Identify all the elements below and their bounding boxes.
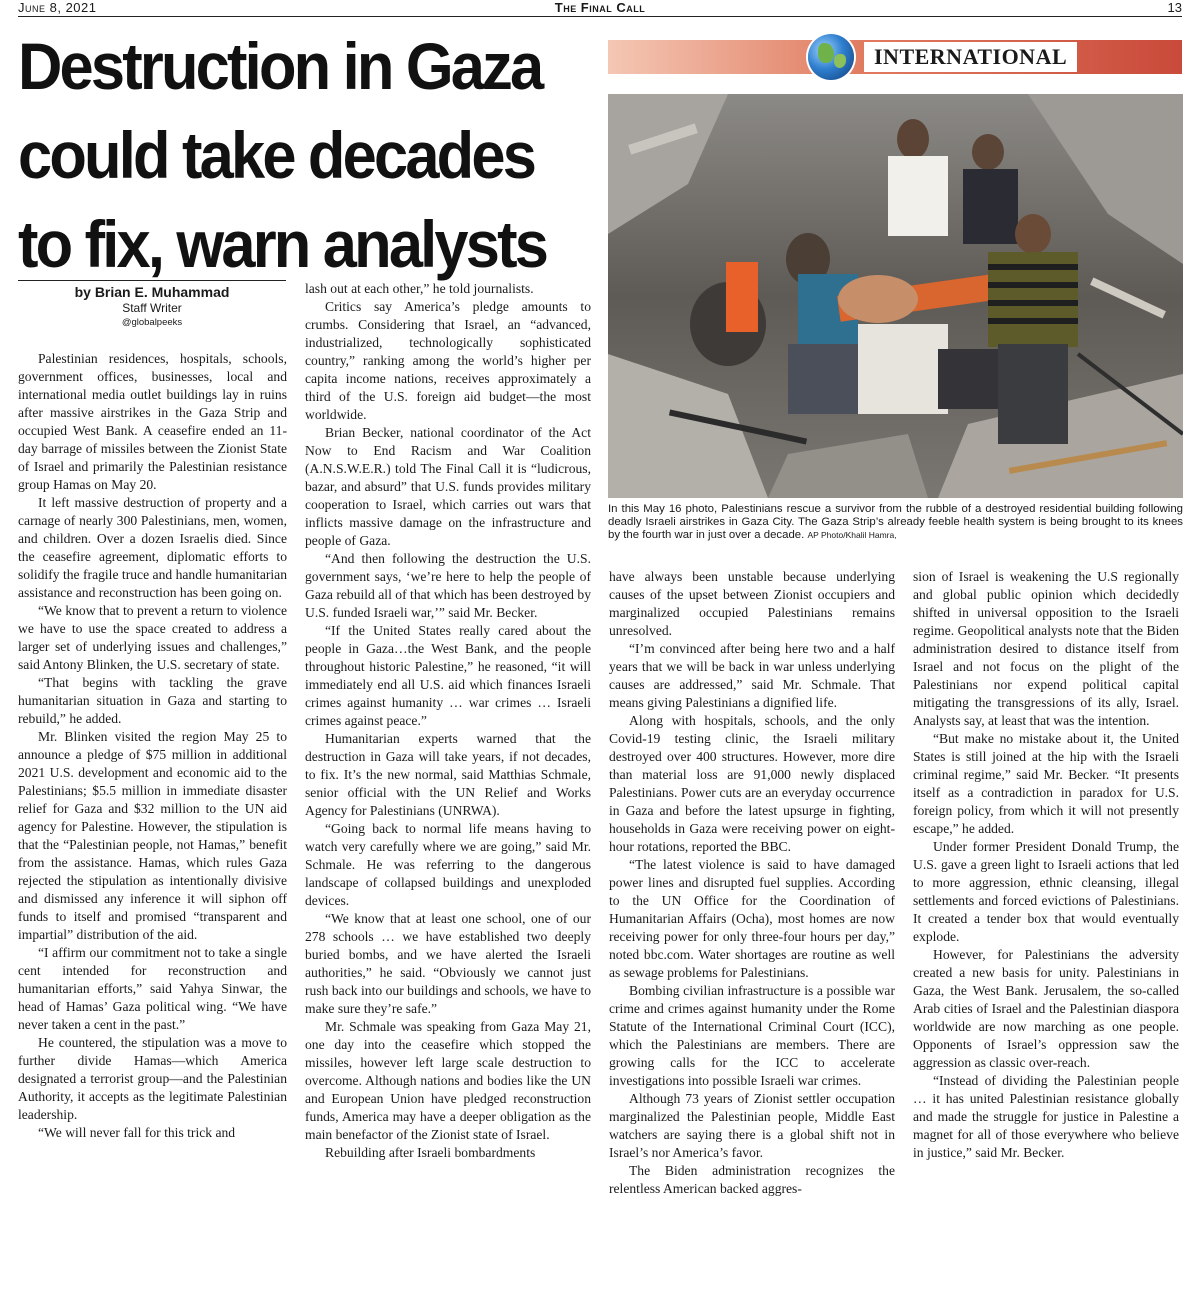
- paragraph: “Going back to normal life means having to watch very carefully where we are going,” said Mr. Schmale. He was referring to the dangerous landscape of collapsed buildings and unexploded devices.: [305, 821, 591, 908]
- paragraph: “And then following the destruction the U.S. government says, ‘we’re here to help the people of Gaza rebuild all of that which has been destroyed by U.S. funded Israeli war,’” said Mr. Becker.: [305, 551, 591, 620]
- paragraph: The Biden administration recognizes the relentless American backed aggres-: [609, 1163, 895, 1196]
- page-number: 13: [1167, 0, 1182, 15]
- section-banner: [608, 34, 1182, 80]
- paragraph: “I affirm our commitment not to take a single cent intended for reconstruction and humanitarian efforts,” said Yahya Sinwar, the head of Hamas’ Gaza political wing. “We have never taken a cent in the past.”: [18, 945, 287, 1032]
- author-handle: @globalpeeks: [121, 317, 183, 328]
- paragraph: “We know that at least one school, one of our 278 schools … we have established two deeply buried bombs, and we have alerted the Israeli authorities,” he said. “Obviously we cannot just rush back into our buildings and schools, we have to make sure they’re safe.”: [305, 911, 591, 1016]
- paragraph: lash out at each other,” he told journalists.: [305, 281, 534, 296]
- news-photo: [608, 94, 1183, 498]
- paragraph: Bombing civilian infrastructure is a possible war crime and crimes against humanity under the Rome Statute of the International Criminal Court (ICC), which the Palestinians are members. There are growing calls for the ICC to accelerate investigations into possible Israeli war crimes.: [609, 983, 895, 1088]
- paragraph: Along with hospitals, schools, and the only Covid-19 testing clinic, the Israeli military destroyed over 400 structures. However, more dire than material loss are 91,000 newly displaced Palestinians. Power cuts are an everyday occurrence in Gaza and before the latest upsurge in fighting, households in Gaza were receiving power on eight-hour rotations, reported the BBC.: [609, 713, 895, 854]
- author-name: by Brian E. Muhammad: [74, 284, 230, 300]
- paragraph: “We will never fall for this trick and: [38, 1125, 236, 1140]
- paragraph: Palestinian residences, hospitals, schools, government offices, businesses, local and international media outlet buildings lay in ruins after massive airstrikes in the Gaza Strip and occupied West Bank. A ceasefire ended an 11-day barrage of missiles between the Zionist State of Israel and primarily the Palestinian resistance group Hamas on May 20.: [18, 351, 287, 492]
- paragraph: Mr. Blinken visited the region May 25 to announce a pledge of $75 million in additional 2021 U.S. development and economic aid to the Palestinians; $5.5 million in immediate disaster relief for Gaza and $32 million to the UN aid agency for Palestine. However, the stipulation is that the “Palestinian people, not Hamas,” benefit from the assistance. Hamas, which rules Gaza rejected the stipulation as intentionally divisive and dismissed any inference it will siphon off funds to itself and promised “transparent and impartial” distribution of the aid.: [18, 729, 287, 942]
- author-title: Staff Writer: [122, 301, 182, 315]
- paragraph: “But make no mistake about it, the United States is still joined at the hip with the Israeli criminal regime,” said Mr. Becker. “It presents itself as a contradiction in paradox for U.S. foreign policy, from which it will not presently escape,” he added.: [913, 731, 1179, 836]
- photo-credit: AP Photo/Khalil Hamra,: [807, 530, 897, 540]
- article-headline: [18, 22, 557, 289]
- paragraph: He countered, the stipulation was a move to further divide Hamas—which America designated a terrorist group—and the Palestinian Authority, it accepts as the legitimate Palestinian leadership.: [18, 1035, 287, 1122]
- paragraph: “The latest violence is said to have damaged power lines and disrupted fuel supplies. According to the UN Office for the Coordination of Humanitarian Affairs (Ocha), most homes are now receiving power for only three-four hours per day,” noted bbc.com. Water shortages are routine as well as sewage problems for Palestinians.: [609, 857, 895, 980]
- paragraph: Humanitarian experts warned that the destruction in Gaza will take years, if not decades, to fix. It’s the new normal, said Matthias Schmale, senior official with the UN Relief and Works Agency for Palestinians (UNRWA).: [305, 731, 591, 818]
- paragraph: have always been unstable because underlying causes of the upset between Zionist occupiers and marginalized occupied Palestinians remains unresolved.: [609, 569, 895, 638]
- paragraph: “I’m convinced after being here two and a half years that we will be back in war unless underlying causes are addressed,” said Mr. Schmale. That means giving Palestinians a dignified life.: [609, 641, 895, 710]
- article-column-3: [609, 568, 895, 1296]
- caption-text: In this May 16 photo, Palestinians rescue a survivor from the rubble of a destroyed residential building following deadly Israeli airstrikes in Gaza City. The Gaza Strip’s already feeble health system is being brought to its knees by the fourth war in just over a decade.: [608, 503, 1183, 541]
- paragraph: “That begins with tackling the grave humanitarian situation in Gaza and starting to rebuild,” he added.: [18, 675, 287, 726]
- paragraph: “We know that to prevent a return to violence we have to use the space created to address a larger set of underlying issues and challenges,” said Antony Blinken, the U.S. secretary of state.: [18, 603, 287, 672]
- headline-line: to fix, warn analysts: [18, 207, 547, 281]
- section-label: INTERNATIONAL: [864, 42, 1077, 72]
- paragraph: Critics say America’s pledge amounts to crumbs. Considering that Israel, an “advanced, industrialized, technologically sophisticated country,” ranking among the world’s higher per capita income nations, receives approximately a third of the U.S. foreign aid budget—the most worldwide.: [305, 299, 591, 422]
- paragraph: Brian Becker, national coordinator of the Act Now to End Racism and War Coalition (A.N.S.W.E.R.) told The Final Call it is “ludicrous, bazar, and absurd” that U.S. funds provides military cooperation to Israel, which carries out wars that inflicts massive damage on the infrastructure and people of Gaza.: [305, 425, 591, 548]
- headline-line: could take decades: [18, 118, 535, 192]
- paragraph: It left massive destruction of property and a carnage of nearly 300 Palestinians, men, women, and children. Over a dozen Israelis died. Since the ceasefire agreement, diplomatic efforts to solidify the fragile truce and handle humanitarian assistance and reconstruction has been going on.: [18, 495, 287, 600]
- paragraph: However, for Palestinians the adversity created a new basis for unity. Palestinians in Gaza, the West Bank. Jerusalem, the so-called Arab cities of Israel and the Palestinian diaspora worldwide are now marching as one people. Opponents of Israel’s oppression saw the aggression as classic over-reach.: [913, 947, 1179, 1070]
- issue-date: June 8, 2021: [18, 0, 97, 15]
- paragraph: Although 73 years of Zionist settler occupation marginalized the Palestinian people, Middle East watchers are saying there is a global shift not in Israel’s nor America’s favor.: [609, 1091, 895, 1160]
- rubble-rescue-photo: [608, 94, 1183, 498]
- newspaper-name: The Final Call: [554, 0, 646, 15]
- headline-line: Destruction in Gaza: [18, 29, 542, 103]
- running-head: [18, 0, 1182, 17]
- photo-caption: [608, 503, 1183, 542]
- paragraph: “Instead of dividing the Palestinian people … it has united Palestinian resistance globally and made the struggle for justice in Palestine a magnet for all of those everywhere who believe in justice,” said Mr. Becker.: [913, 1073, 1179, 1160]
- article-column-4: [913, 568, 1179, 1296]
- byline: [18, 280, 286, 331]
- paragraph: sion of Israel is weakening the U.S regionally and global public opinion which decidedly shifted in universal opposition to the Israeli regime. Geopolitical analysts note that the Biden administration desired to distance itself from Israel and not focus on the plight of the Palestinians nor expend political capital mitigating the transgressions of its ally, Israel. Analysts say, at least that was the intention.: [913, 569, 1179, 728]
- globe-icon: [808, 34, 854, 80]
- paragraph: Rebuilding after Israeli bombardments: [325, 1145, 536, 1160]
- paragraph: “If the United States really cared about the people in Gaza…the West Bank, and the people throughout historic Palestine,” he reasoned, “it will immediately end all U.S. aid which finances Israeli crimes against humanity … war crimes … Israeli crimes against peace.”: [305, 623, 591, 728]
- article-column-1: [18, 350, 287, 1296]
- paragraph: Under former President Donald Trump, the U.S. gave a green light to Israeli actions that led to more aggression, ethnic cleansing, illegal settlements and forced evictions of Palestinians. It created a tender box that would eventually explode.: [913, 839, 1179, 944]
- article-column-2: [305, 280, 591, 1296]
- paragraph: Mr. Schmale was speaking from Gaza May 21, one day into the ceasefire which stopped the missiles, however left large scale destruction to overcome. Although nations and bodies like the UN and European Union have pledged reconstruction funds, America may have a deeper obligation as the main benefactor of the Zionist state of Israel.: [305, 1019, 591, 1142]
